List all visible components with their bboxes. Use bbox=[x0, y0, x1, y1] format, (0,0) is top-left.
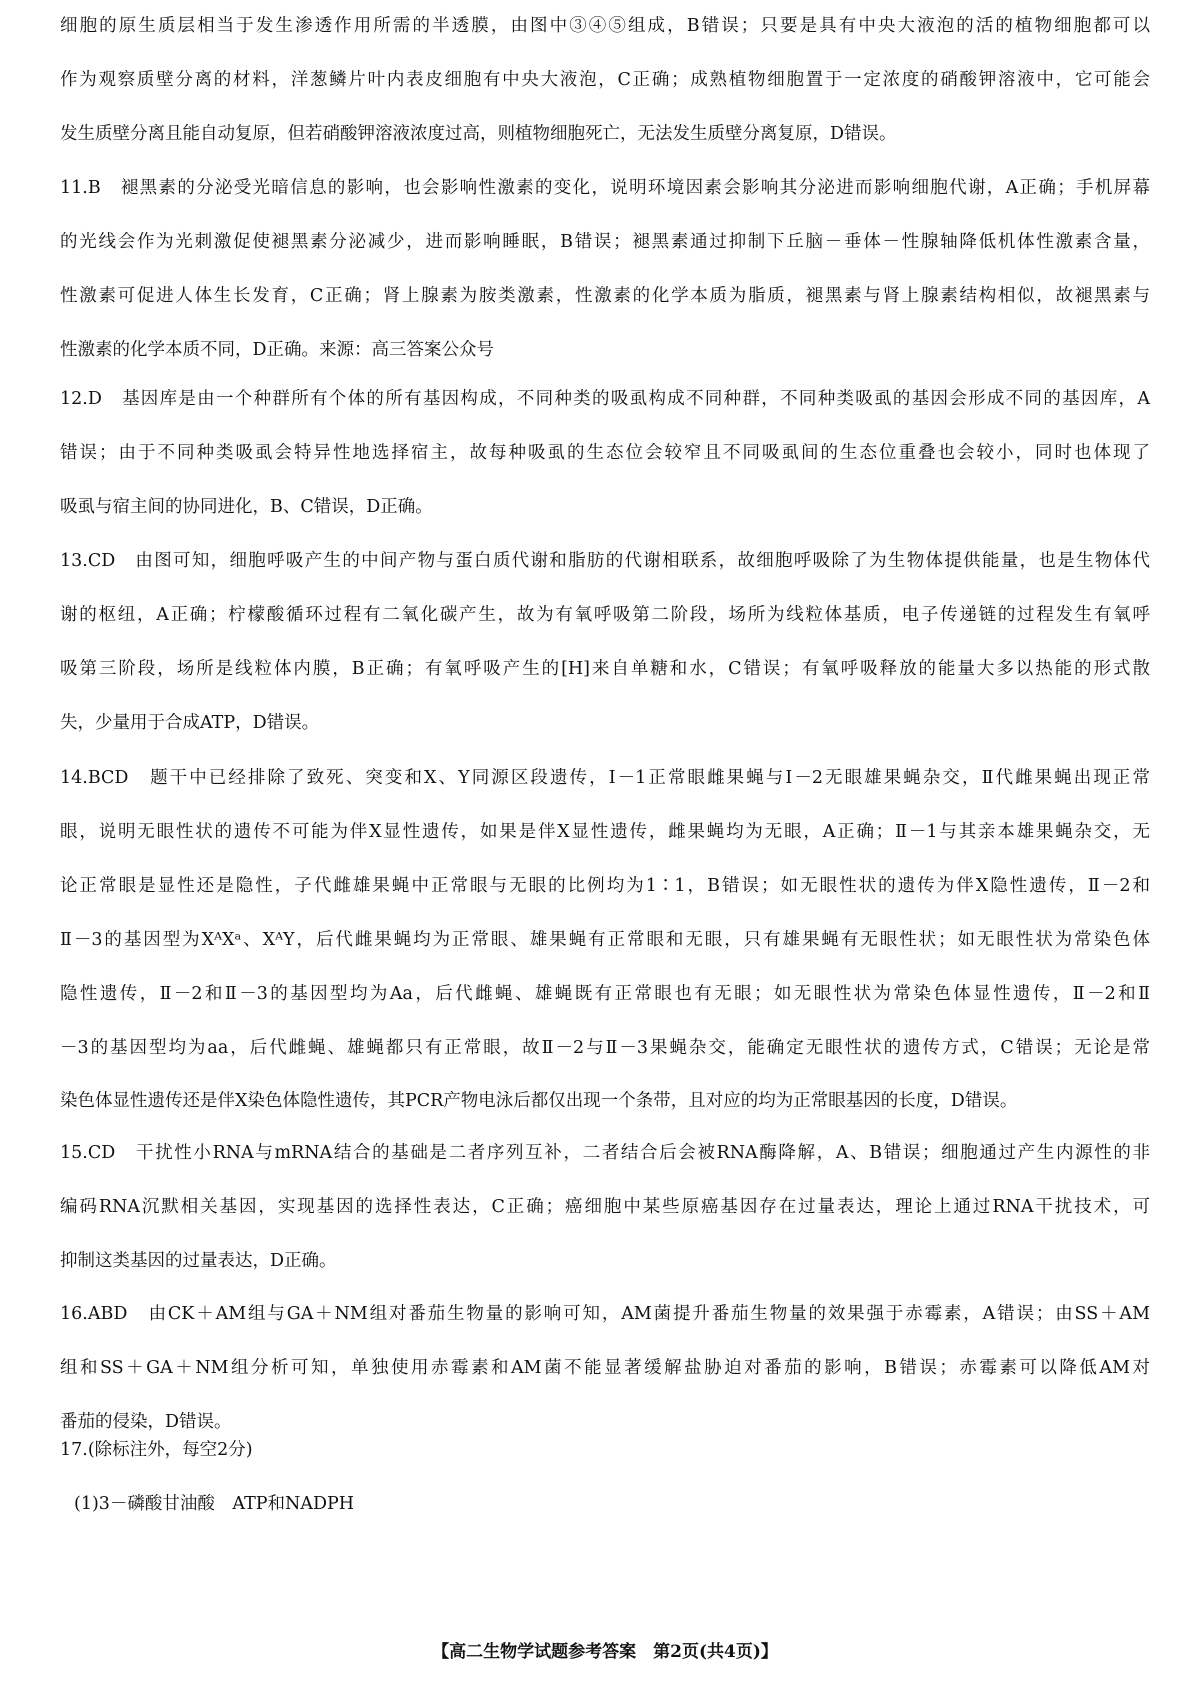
text-line: 13.CD 由图可知，细胞呼吸产生的中间产物与蛋白质代谢和脂肪的代谢相联系，故细胞呼吸除了为生物体提供能量，也是生物体代 bbox=[60, 551, 1150, 571]
text-line: 谢的枢纽，A正确；柠檬酸循环过程有二氧化碳产生，故为有氧呼吸第二阶段，场所为线粒体基质，电子传递链的过程发生有氧呼 bbox=[60, 604, 1150, 625]
text-line: 性激素的化学本质不同，D正确。来源：高三答案公众号 bbox=[60, 339, 495, 360]
text-line: 17.(除标注外，每空2分) bbox=[60, 1440, 253, 1460]
text-line: Ⅱ－3的基因型为XᴬXᵃ、XᴬY，后代雌果蝇均为正常眼、雄果蝇有正常眼和无眼，只有雄果蝇有无眼性状；如无眼性状为常染色体 bbox=[60, 929, 1150, 950]
text-line: 眼，说明无眼性状的遗传不可能为伴X显性遗传，如果是伴X显性遗传，雌果蝇均为无眼，A正确；Ⅱ－1与其亲本雄果蝇杂交，无 bbox=[60, 821, 1150, 842]
text-line: 吸第三阶段，场所是线粒体内膜，B正确；有氧呼吸产生的[H]来自单糖和水，C错误；有氧呼吸释放的能量大多以热能的形式散 bbox=[60, 658, 1150, 679]
text-line: 作为观察质壁分离的材料，洋葱鳞片叶内表皮细胞有中央大液泡，C正确；成熟植物细胞置于一定浓度的硝酸钾溶液中，它可能会 bbox=[60, 69, 1150, 90]
text-line: 错误；由于不同种类吸虱会特异性地选择宿主，故每种吸虱的生态位会较窄且不同吸虱间的生态位重叠也会较小，同时也体现了 bbox=[60, 442, 1150, 463]
text-line: 14.BCD 题干中已经排除了致死、突变和X、Y同源区段遗传，Ⅰ－1正常眼雌果蝇与Ⅰ－2无眼雄果蝇杂交，Ⅱ代雌果蝇出现正常 bbox=[60, 768, 1150, 788]
answer-key-page bbox=[60, 0, 1150, 1689]
text-line: －3的基因型均为aa，后代雌蝇、雄蝇都只有正常眼，故Ⅱ－2与Ⅱ－3果蝇杂交，能确定无眼性状的遗传方式，C错误；无论是常 bbox=[60, 1037, 1150, 1058]
text-line: 论正常眼是显性还是隐性，子代雌雄果蝇中正常眼与无眼的比例均为1∶1，B错误；如无眼性状的遗传为伴X隐性遗传，Ⅱ－2和 bbox=[60, 875, 1150, 896]
page-footer: 【高二生物学试题参考答案 第2页(共4页)】 bbox=[432, 1642, 778, 1662]
text-line: 抑制这类基因的过量表达，D正确。 bbox=[60, 1250, 337, 1271]
text-line: 11.B 褪黑素的分泌受光暗信息的影响，也会影响性激素的变化，说明环境因素会影响其分泌进而影响细胞代谢，A正确；手机屏幕 bbox=[60, 178, 1150, 198]
text-line: 16.ABD 由CK＋AM组与GA＋NM组对番茄生物量的影响可知，AM菌提升番茄生物量的效果强于赤霉素，A错误；由SS＋AM bbox=[60, 1304, 1150, 1324]
text-line: 性激素可促进人体生长发育，C正确；肾上腺素为胺类激素，性激素的化学本质为脂质，褪黑素与肾上腺素结构相似，故褪黑素与 bbox=[60, 285, 1150, 306]
text-line: 细胞的原生质层相当于发生渗透作用所需的半透膜，由图中③④⑤组成，B错误；只要是具有中央大液泡的活的植物细胞都可以 bbox=[60, 16, 1150, 36]
text-line: 组和SS＋GA＋NM组分析可知，单独使用赤霉素和AM菌不能显著缓解盐胁迫对番茄的影响，B错误；赤霉素可以降低AM对 bbox=[60, 1357, 1150, 1378]
text-line: 隐性遗传，Ⅱ－2和Ⅱ－3的基因型均为Aa，后代雌蝇、雄蝇既有正常眼也有无眼；如无眼性状为常染色体显性遗传，Ⅱ－2和Ⅱ bbox=[60, 983, 1150, 1004]
text-line: 吸虱与宿主间的协同进化，B、C错误，D正确。 bbox=[60, 496, 433, 517]
text-line: 的光线会作为光刺激促使褪黑素分泌减少，进而影响睡眠，B错误；褪黑素通过抑制下丘脑－垂体－性腺轴降低机体性激素含量， bbox=[60, 231, 1150, 252]
text-line: 发生质壁分离且能自动复原，但若硝酸钾溶液浓度过高，则植物细胞死亡，无法发生质壁分离复原，D错误。 bbox=[60, 123, 897, 144]
text-line: 失，少量用于合成ATP，D错误。 bbox=[60, 712, 320, 733]
text-line: 染色体显性遗传还是伴X染色体隐性遗传，其PCR产物电泳后都仅出现一个条带，且对应的均为正常眼基因的长度，D错误。 bbox=[60, 1091, 1018, 1112]
text-line: 12.D 基因库是由一个种群所有个体的所有基因构成，不同种类的吸虱构成不同种群，不同种类吸虱的基因会形成不同的基因库，A bbox=[60, 389, 1150, 409]
text-line: (1)3－磷酸甘油酸 ATP和NADPH bbox=[74, 1494, 355, 1514]
text-line: 编码RNA沉默相关基因，实现基因的选择性表达，C正确；癌细胞中某些原癌基因存在过量表达，理论上通过RNA干扰技术，可 bbox=[60, 1196, 1150, 1217]
text-line: 番茄的侵染，D错误。 bbox=[60, 1411, 232, 1432]
text-line: 15.CD 干扰性小RNA与mRNA结合的基础是二者序列互补，二者结合后会被RNA酶降解，A、B错误；细胞通过产生内源性的非 bbox=[60, 1143, 1150, 1163]
